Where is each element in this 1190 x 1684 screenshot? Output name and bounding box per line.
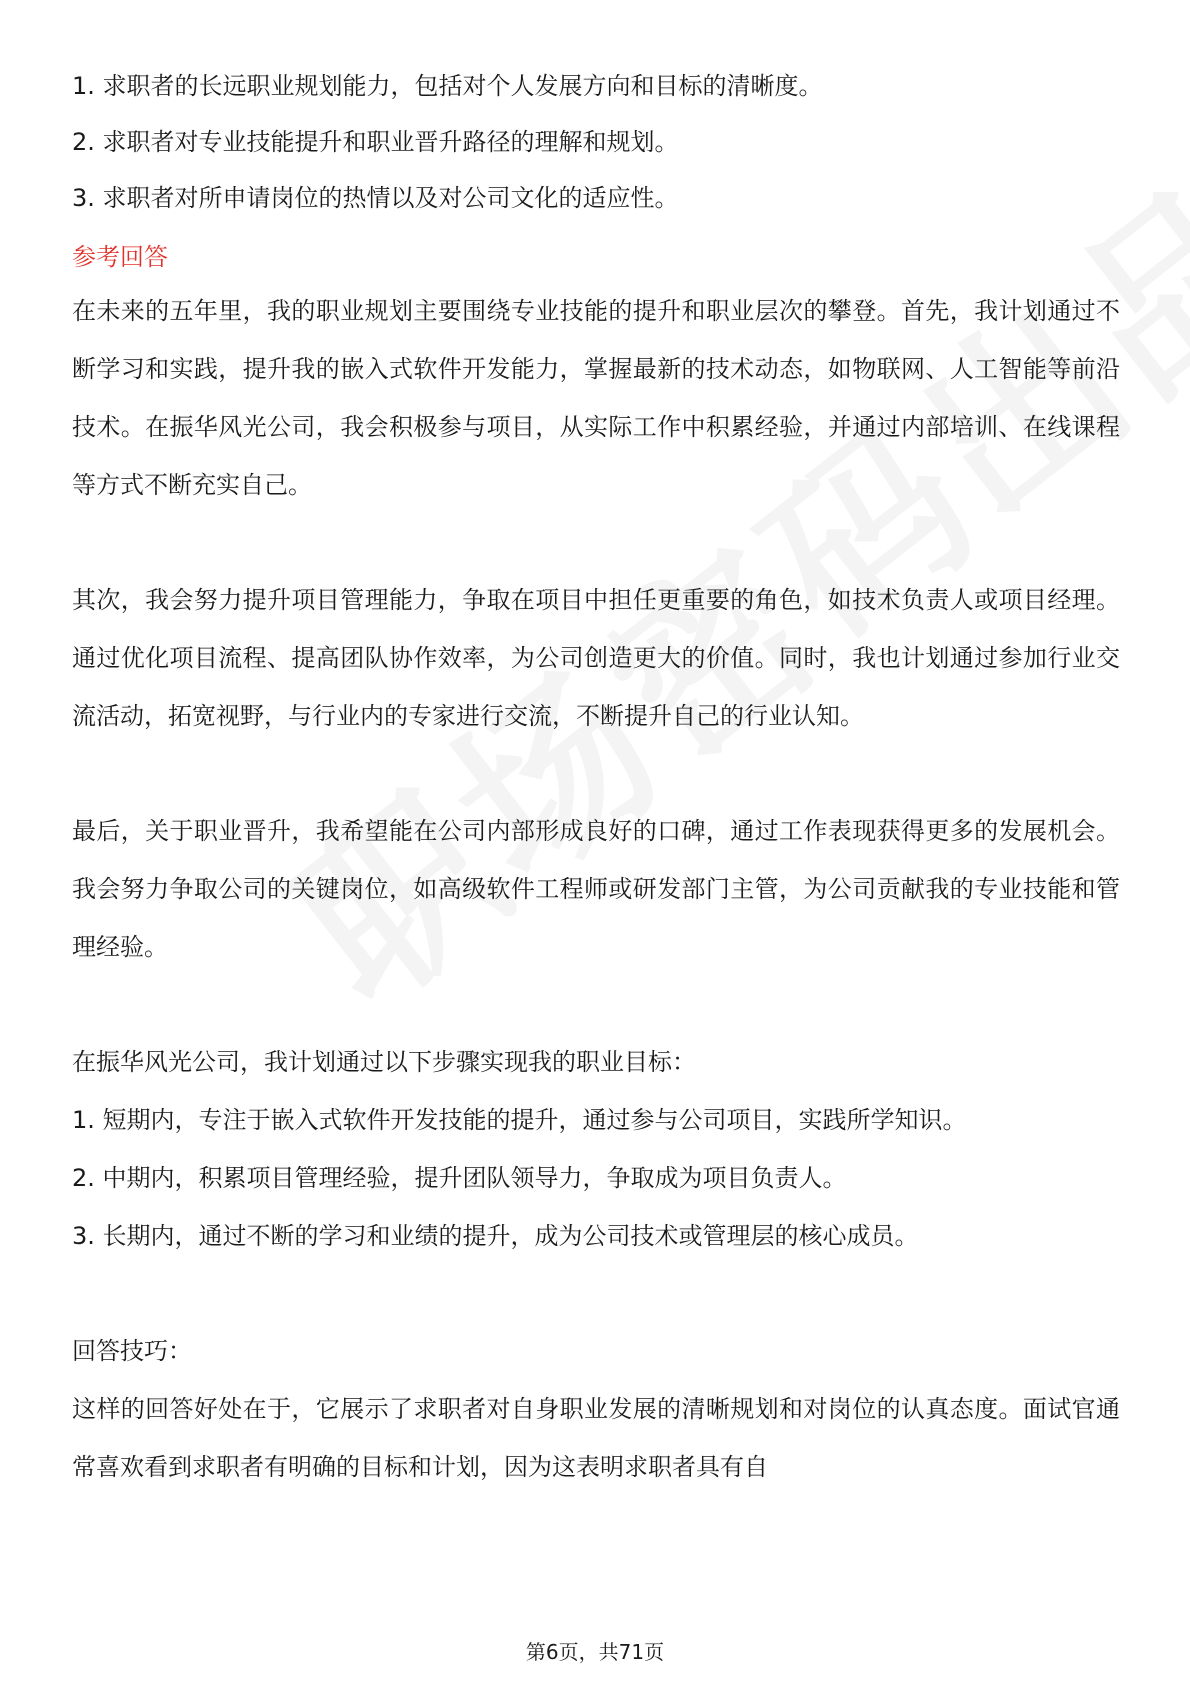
intro-list-item: 1. 求职者的长远职业规划能力，包括对个人发展方向和目标的清晰度。: [72, 72, 823, 100]
answer-paragraph: 其次，我会努力提升项目管理能力，争取在项目中担任更重要的角色，如技术负责人或项目经理。通过优化项目流程、提高团队协作效率，为公司创造更大的价值。同时，我也计划通过参加行业交流活动，拓宽视野，与行业内的专家进行交流，不断提升自己的行业认知。: [72, 586, 1120, 730]
paragraph-gap: [72, 1265, 1120, 1322]
step-item: 2. 中期内，积累项目管理经验，提升团队领导力，争取成为项目负责人。: [72, 1164, 847, 1192]
paragraph-gap: [72, 514, 1120, 571]
step-item: 3. 长期内，通过不断的学习和业绩的提升，成为公司技术或管理层的核心成员。: [72, 1222, 919, 1250]
page-number: 第6页，共71页: [525, 1640, 665, 1664]
paragraph-gap: [72, 976, 1120, 1033]
tips-paragraph: 这样的回答好处在于，它展示了求职者对自身职业发展的清晰规划和对岗位的认真态度。面试官通常喜欢看到求职者有明确的目标和计划，因为这表明求职者具有自: [72, 1395, 1120, 1481]
intro-list-item: 3. 求职者对所申请岗位的热情以及对公司文化的适应性。: [72, 184, 679, 212]
document-body: [72, 58, 1120, 1496]
answer-heading: 参考回答: [72, 243, 168, 271]
answer-paragraph: 在未来的五年里，我的职业规划主要围绕专业技能的提升和职业层次的攀登。首先，我计划通过不断学习和实践，提升我的嵌入式软件开发能力，掌握最新的技术动态，如物联网、人工智能等前沿技术。在振华风光公司，我会积极参与项目，从实际工作中积累经验，并通过内部培训、在线课程等方式不断充实自己。: [72, 297, 1120, 499]
paragraph-gap: [72, 745, 1120, 802]
step-item: 1. 短期内，专注于嵌入式软件开发技能的提升，通过参与公司项目，实践所学知识。: [72, 1106, 967, 1134]
answer-paragraph: 最后，关于职业晋升，我希望能在公司内部形成良好的口碑，通过工作表现获得更多的发展机会。我会努力争取公司的关键岗位，如高级软件工程师或研发部门主管，为公司贡献我的专业技能和管理经验。: [72, 817, 1120, 961]
tips-heading: 回答技巧：: [72, 1337, 192, 1365]
steps-intro: 在振华风光公司，我计划通过以下步骤实现我的职业目标：: [72, 1048, 696, 1076]
intro-list-item: 2. 求职者对专业技能提升和职业晋升路径的理解和规划。: [72, 128, 679, 156]
